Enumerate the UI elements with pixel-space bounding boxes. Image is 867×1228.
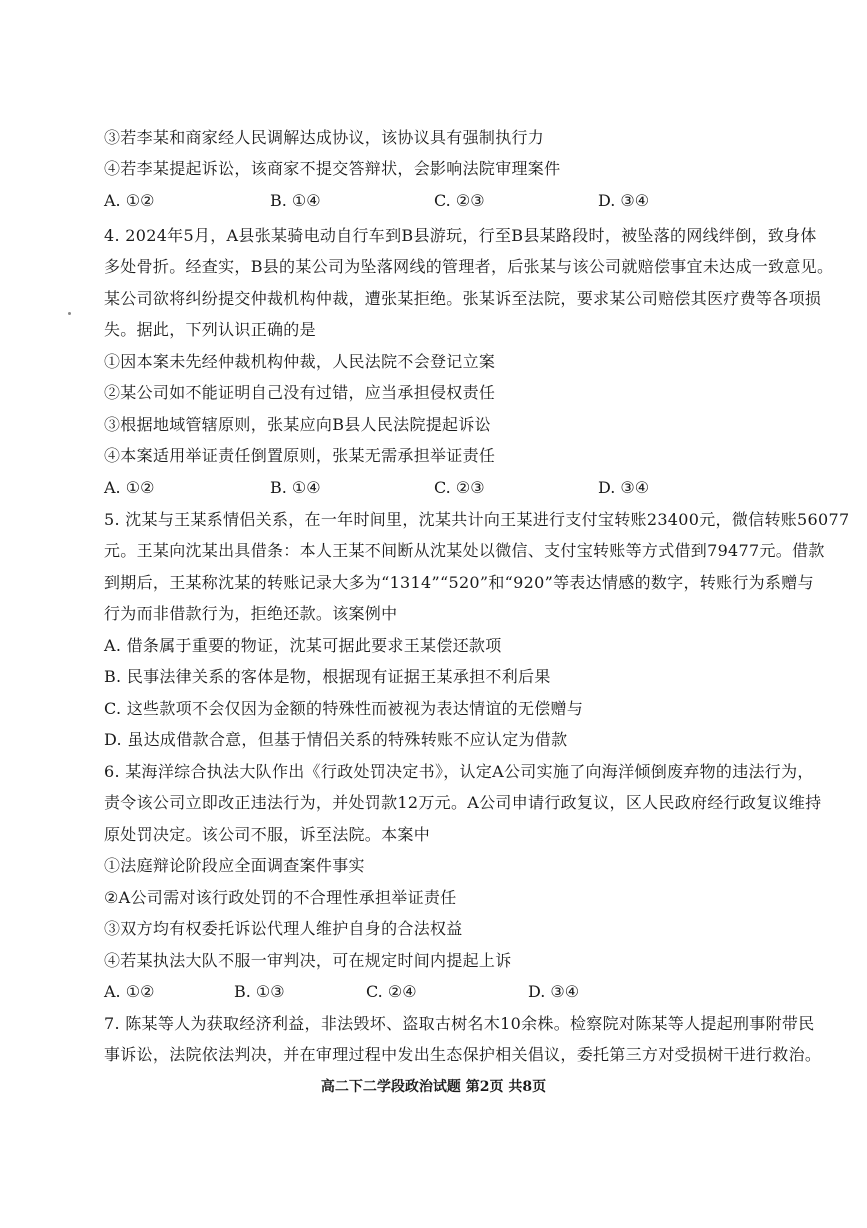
q6-stem-line-1: 6. 某海洋综合执法大队作出《行政处罚决定书》，认定A公司实施了向海洋倾倒废弃物的违法行为， [104, 762, 814, 781]
q6-option-c[interactable]: C. ②④ [366, 982, 417, 1001]
q4-option-b[interactable]: B. ①④ [270, 478, 321, 497]
q5-stem-line-2: 元。王某向沈某出具借条：本人王某不间断从沈某处以微信、支付宝转账等方式借到79477元。借款 [104, 541, 825, 560]
q6-statement-4: ④若某执法大队不服一审判决，可在规定时间内提起上诉 [104, 951, 512, 970]
q5-choice-a[interactable]: A. 借条属于重要的物证，沈某可据此要求王某偿还款项 [104, 636, 502, 655]
q5-choice-b[interactable]: B. 民事法律关系的客体是物，根据现有证据王某承担不利后果 [104, 667, 551, 686]
q4-stem-line-1: 4. 2024年5月，A县张某骑电动自行车到B县游玩，行至B县某路段时，被坠落的网线绊倒，致身体 [104, 226, 817, 245]
q4-stem-line-4: 失。据此，下列认识正确的是 [104, 320, 316, 339]
q3-options [104, 191, 804, 211]
page-footer: 高二下二学段政治试题 第2页 共8页 [320, 1079, 547, 1095]
q3-statement-3: ③若李某和商家经人民调解达成协议，该协议具有强制执行力 [104, 128, 545, 147]
q3-statement-4: ④若李某提起诉讼，该商家不提交答辩状，会影响法院审理案件 [104, 159, 561, 178]
q6-stem-line-3: 原处罚决定。该公司不服，诉至法院。本案中 [104, 825, 431, 844]
q4-option-a[interactable]: A. ①② [104, 478, 155, 497]
q4-stem-line-3: 某公司欲将纠纷提交仲裁机构仲裁，遭张某拒绝。张某诉至法院，要求某公司赔偿其医疗费等各项损 [104, 289, 822, 308]
q3-option-d[interactable]: D. ③④ [598, 191, 650, 210]
q6-option-d[interactable]: D. ③④ [528, 982, 580, 1001]
q4-statement-4: ④本案适用举证责任倒置原则，张某无需承担举证责任 [104, 446, 496, 465]
q7-stem-line-1: 7. 陈某等人为获取经济利益，非法毁坏、盗取古树名木10余株。检察院对陈某等人提起刑事附带民 [104, 1014, 815, 1033]
q4-statement-3: ③根据地域管辖原则，张某应向B县人民法院提起诉讼 [104, 415, 491, 434]
q6-statement-2: ②A公司需对该行政处罚的不合理性承担举证责任 [104, 888, 457, 907]
q4-statement-2: ②某公司如不能证明自己没有过错，应当承担侵权责任 [104, 383, 496, 402]
q6-option-a[interactable]: A. ①② [104, 982, 155, 1001]
q4-option-c[interactable]: C. ②③ [434, 478, 485, 497]
q6-options [104, 982, 804, 1002]
q4-statement-1: ①因本案未先经仲裁机构仲裁，人民法院不会登记立案 [104, 352, 496, 371]
q4-options [104, 478, 804, 498]
q5-choice-c[interactable]: C. 这些款项不会仅因为金额的特殊性而被视为表达情谊的无偿赠与 [104, 699, 584, 718]
q4-stem-line-2: 多处骨折。经查实，B县的某公司为坠落网线的管理者，后张某与该公司就赔偿事宜未达成一致意见。 [104, 257, 834, 276]
q6-option-b[interactable]: B. ①③ [234, 982, 285, 1001]
q6-statement-3: ③双方均有权委托诉讼代理人维护自身的合法权益 [104, 919, 463, 938]
q7-stem-line-2: 事诉讼，法院依法判决，并在审理过程中发出生态保护相关倡议，委托第三方对受损树干进行救治。 [104, 1045, 822, 1064]
q5-stem-line-1: 5. 沈某与王某系情侣关系，在一年时间里，沈某共计向王某进行支付宝转账23400元，微信转账56077 [104, 510, 850, 529]
q6-stem-line-2: 责令该公司立即改正违法行为，并处罚款12万元。A公司申请行政复议，区人民政府经行政复议维持 [104, 793, 822, 812]
q5-stem-line-4: 行为而非借款行为，拒绝还款。该案例中 [104, 604, 398, 623]
q5-choice-d[interactable]: D. 虽达成借款合意，但基于情侣关系的特殊转账不应认定为借款 [104, 730, 568, 749]
q5-stem-line-3: 到期后，王某称沈某的转账记录大多为“1314”“520”和“920”等表达情感的数字，转账行为系赠与 [104, 573, 814, 592]
q6-statement-1: ①法庭辩论阶段应全面调查案件事实 [104, 856, 365, 875]
q3-option-c[interactable]: C. ②③ [434, 191, 485, 210]
q3-option-b[interactable]: B. ①④ [270, 191, 321, 210]
scan-speck [68, 312, 71, 315]
q3-option-a[interactable]: A. ①② [104, 191, 155, 210]
q4-option-d[interactable]: D. ③④ [598, 478, 650, 497]
